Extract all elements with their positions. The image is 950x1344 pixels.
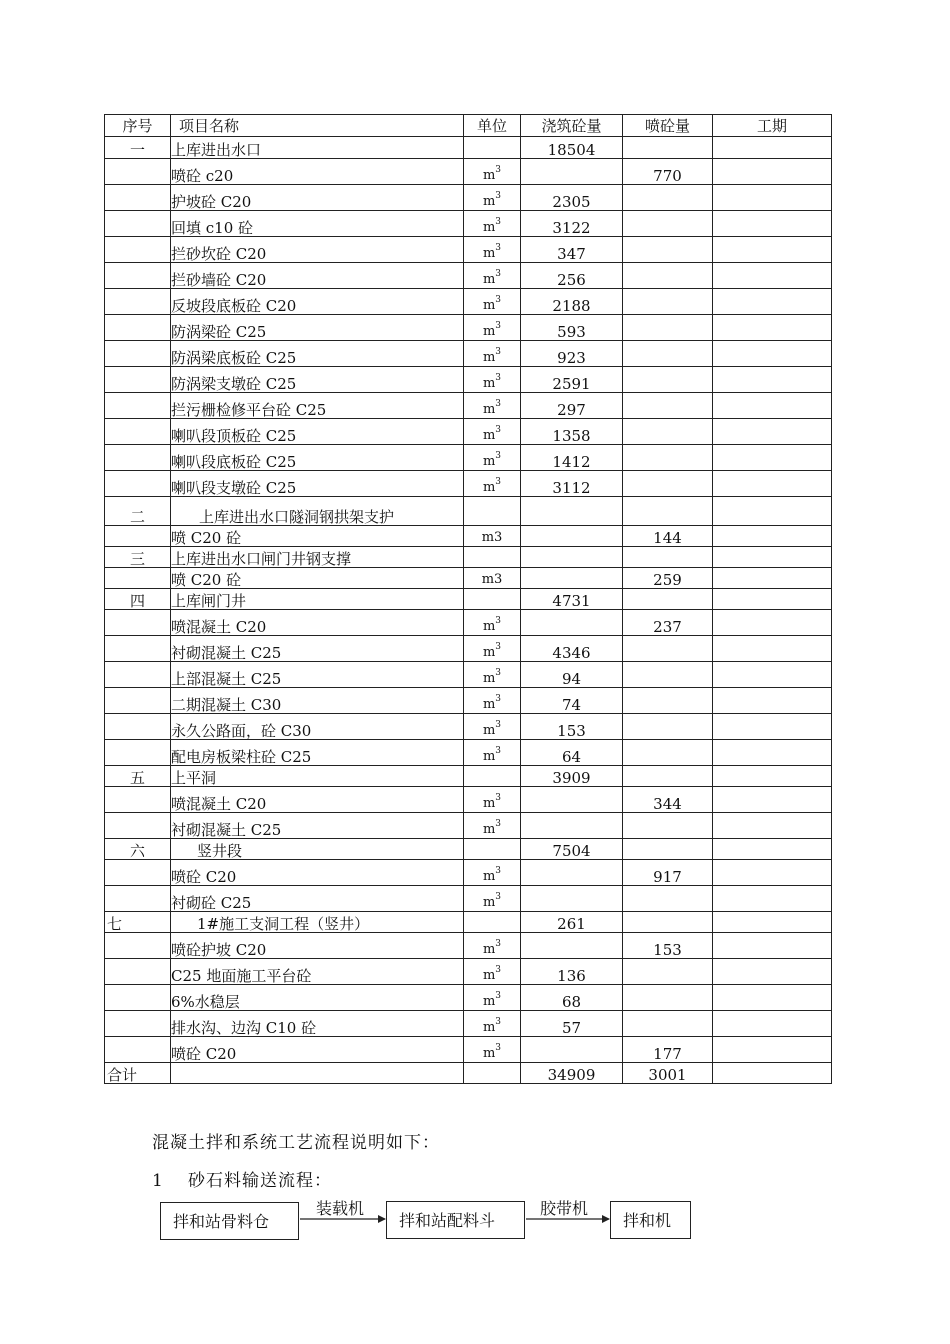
row-pour-volume: 261 <box>521 912 623 933</box>
unit-exponent: 3 <box>495 372 502 383</box>
row-item-name: 喷砼 C20 <box>171 1037 464 1063</box>
unit-text: m <box>482 1020 496 1035</box>
row-seq: 一 <box>105 137 171 159</box>
unit-exponent: 3 <box>495 1042 502 1053</box>
row-pour-volume: 3122 <box>521 211 623 237</box>
row-item-name: 防涡梁砼 C25 <box>171 315 464 341</box>
row-item-name: 喷砼 c20 <box>171 159 464 185</box>
unit-text: m <box>482 619 496 634</box>
row-item-name: 衬砌砼 C25 <box>171 886 464 912</box>
unit-exponent: 3 <box>495 346 502 357</box>
unit-text: m <box>482 869 496 884</box>
row-pour-volume: 18504 <box>521 137 623 159</box>
unit-text: m <box>482 428 496 443</box>
row-pour-volume: 2305 <box>521 185 623 211</box>
unit-text: m <box>482 402 496 417</box>
unit-text: m <box>482 671 496 686</box>
row-item-name: 喷 C20 砼 <box>171 568 464 589</box>
row-pour-volume: 136 <box>521 959 623 985</box>
row-spray-volume: 259 <box>623 568 713 589</box>
step-number: 1 <box>152 1171 164 1191</box>
row-pour-volume: 4731 <box>521 589 623 610</box>
row-pour-volume: 3112 <box>521 471 623 497</box>
unit-text: m <box>482 1046 496 1061</box>
row-item-name: 喷砼护坡 C20 <box>171 933 464 959</box>
row-item-name: 拦砂坎砼 C20 <box>171 237 464 263</box>
row-pour-volume: 94 <box>521 662 623 688</box>
row-pour-volume: 68 <box>521 985 623 1011</box>
unit-exponent: 3 <box>495 667 502 678</box>
row-pour-volume: 4346 <box>521 636 623 662</box>
row-item-name: 上库进出水口闸门井钢支撑 <box>171 547 464 568</box>
unit-exponent: 3 <box>495 320 502 331</box>
unit-exponent: 3 <box>495 719 502 730</box>
row-pour-volume: 74 <box>521 688 623 714</box>
row-item-name: 回填 c10 砼 <box>171 211 464 237</box>
row-pour-volume: 153 <box>521 714 623 740</box>
row-item-name: 护坡砼 C20 <box>171 185 464 211</box>
row-spray-volume: 153 <box>623 933 713 959</box>
unit-exponent: 3 <box>495 818 502 829</box>
row-item-name: 6%水稳层 <box>171 985 464 1011</box>
row-unit: m3 <box>464 568 521 589</box>
row-item-name: 上平洞 <box>171 766 464 787</box>
unit-text: m <box>482 194 496 209</box>
row-item-name: 喷砼 C20 <box>171 860 464 886</box>
row-item-name: 防涡梁底板砼 C25 <box>171 341 464 367</box>
unit-exponent: 3 <box>495 242 502 253</box>
row-item-name: 喇叭段底板砼 C25 <box>171 445 464 471</box>
unit-exponent: 3 <box>495 891 502 902</box>
unit-exponent: 3 <box>495 450 502 461</box>
unit-text: m <box>482 697 496 712</box>
unit-exponent: 3 <box>495 865 502 876</box>
row-item-name: 永久公路面，砼 C30 <box>171 714 464 740</box>
row-item-name: 上库进出水口隧洞钢拱架支护 <box>171 497 464 526</box>
row-item-name: 上部混凝土 C25 <box>171 662 464 688</box>
unit-text: m <box>482 350 496 365</box>
flow-edge-loader-label: 装载机 <box>316 1199 365 1218</box>
unit-exponent: 3 <box>495 190 502 201</box>
unit-text: m <box>482 749 496 764</box>
row-item-name: 拦污栅检修平台砼 C25 <box>171 393 464 419</box>
unit-text: m <box>482 645 496 660</box>
row-item-name: 喇叭段支墩砼 C25 <box>171 471 464 497</box>
flow-node-batching-hopper: 拌和站配料斗 <box>386 1201 525 1239</box>
unit-text: m <box>482 968 496 983</box>
row-item-name: 排水沟、边沟 C10 砼 <box>171 1011 464 1037</box>
unit-text: m <box>482 272 496 287</box>
row-item-name: 1#施工支洞工程（竖井） <box>171 912 464 933</box>
unit-text: m <box>482 168 496 183</box>
unit-text: m <box>482 994 496 1009</box>
row-item-name: 配电房板梁柱砼 C25 <box>171 740 464 766</box>
row-pour-volume: 64 <box>521 740 623 766</box>
row-spray-volume: 3001 <box>623 1063 713 1084</box>
row-spray-volume: 344 <box>623 787 713 813</box>
row-pour-volume: 1358 <box>521 419 623 445</box>
row-pour-volume: 923 <box>521 341 623 367</box>
unit-exponent: 3 <box>495 294 502 305</box>
unit-text: m <box>482 246 496 261</box>
row-item-name: 上库进出水口 <box>171 137 464 159</box>
row-item-name: 防涡梁支墩砼 C25 <box>171 367 464 393</box>
row-pour-volume: 297 <box>521 393 623 419</box>
unit-exponent: 3 <box>495 641 502 652</box>
unit-text: m <box>482 895 496 910</box>
unit-text: m <box>482 454 496 469</box>
unit-text: m <box>482 796 496 811</box>
row-item-name: 拦砂墙砼 C20 <box>171 263 464 289</box>
row-seq: 七 <box>105 912 171 933</box>
row-pour-volume: 347 <box>521 237 623 263</box>
row-item-name: 衬砌混凝土 C25 <box>171 813 464 839</box>
row-item-name: 竖井段 <box>171 839 464 860</box>
unit-exponent: 3 <box>495 938 502 949</box>
header-seq: 序号 <box>105 115 171 137</box>
unit-exponent: 3 <box>495 792 502 803</box>
row-seq: 六 <box>105 839 171 860</box>
row-pour-volume: 2591 <box>521 367 623 393</box>
row-item-name: 二期混凝土 C30 <box>171 688 464 714</box>
row-item-name: 喷混凝土 C20 <box>171 787 464 813</box>
row-pour-volume: 3909 <box>521 766 623 787</box>
row-spray-volume: 237 <box>623 610 713 636</box>
row-seq: 二 <box>105 497 171 526</box>
header-unit: 单位 <box>464 115 521 137</box>
flow-node-mixer: 拌和机 <box>610 1201 691 1239</box>
row-item-name: 喷混凝土 C20 <box>171 610 464 636</box>
unit-exponent: 3 <box>495 476 502 487</box>
unit-text: m <box>482 723 496 738</box>
row-seq: 合计 <box>105 1063 171 1084</box>
row-spray-volume: 917 <box>623 860 713 886</box>
row-item-name: 喇叭段顶板砼 C25 <box>171 419 464 445</box>
unit-exponent: 3 <box>495 1016 502 1027</box>
unit-exponent: 3 <box>495 216 502 227</box>
flow-intro-text: 混凝土拌和系统工艺流程说明如下： <box>152 1133 440 1153</box>
unit-text: m <box>482 220 496 235</box>
row-item-name: 喷 C20 砼 <box>171 526 464 547</box>
row-item-name: 上库闸门井 <box>171 589 464 610</box>
unit-exponent: 3 <box>495 164 502 175</box>
unit-text: m <box>482 298 496 313</box>
header-pour-volume: 浇筑砼量 <box>521 115 623 137</box>
unit-text: m <box>482 324 496 339</box>
row-pour-volume: 256 <box>521 263 623 289</box>
row-item-name: 衬砌混凝土 C25 <box>171 636 464 662</box>
row-pour-volume: 593 <box>521 315 623 341</box>
flow-node-aggregate-bin: 拌和站骨料仓 <box>160 1202 299 1240</box>
row-item-name: C25 地面施工平台砼 <box>171 959 464 985</box>
flow-edge-belt-label: 胶带机 <box>540 1199 589 1218</box>
row-seq: 五 <box>105 766 171 787</box>
unit-text: m <box>482 376 496 391</box>
row-pour-volume: 7504 <box>521 839 623 860</box>
row-item-name: 反坡段底板砼 C20 <box>171 289 464 315</box>
row-pour-volume: 1412 <box>521 445 623 471</box>
unit-exponent: 3 <box>495 398 502 409</box>
unit-exponent: 3 <box>495 745 502 756</box>
header-item-name: 项目名称 <box>171 115 464 137</box>
unit-exponent: 3 <box>495 268 502 279</box>
row-spray-volume: 177 <box>623 1037 713 1063</box>
unit-text: m <box>482 480 496 495</box>
row-unit: m3 <box>464 526 521 547</box>
row-seq: 四 <box>105 589 171 610</box>
header-period: 工期 <box>713 115 832 137</box>
unit-exponent: 3 <box>495 964 502 975</box>
row-spray-volume: 144 <box>623 526 713 547</box>
row-seq: 三 <box>105 547 171 568</box>
header-spray-volume: 喷砼量 <box>623 115 713 137</box>
row-pour-volume: 2188 <box>521 289 623 315</box>
row-spray-volume: 770 <box>623 159 713 185</box>
unit-text: m <box>482 942 496 957</box>
unit-exponent: 3 <box>495 990 502 1001</box>
step-title: 砂石料输送流程： <box>188 1171 332 1191</box>
row-pour-volume: 34909 <box>521 1063 623 1084</box>
unit-text: m <box>482 822 496 837</box>
row-pour-volume: 57 <box>521 1011 623 1037</box>
unit-exponent: 3 <box>495 424 502 435</box>
unit-exponent: 3 <box>495 615 502 626</box>
unit-exponent: 3 <box>495 693 502 704</box>
